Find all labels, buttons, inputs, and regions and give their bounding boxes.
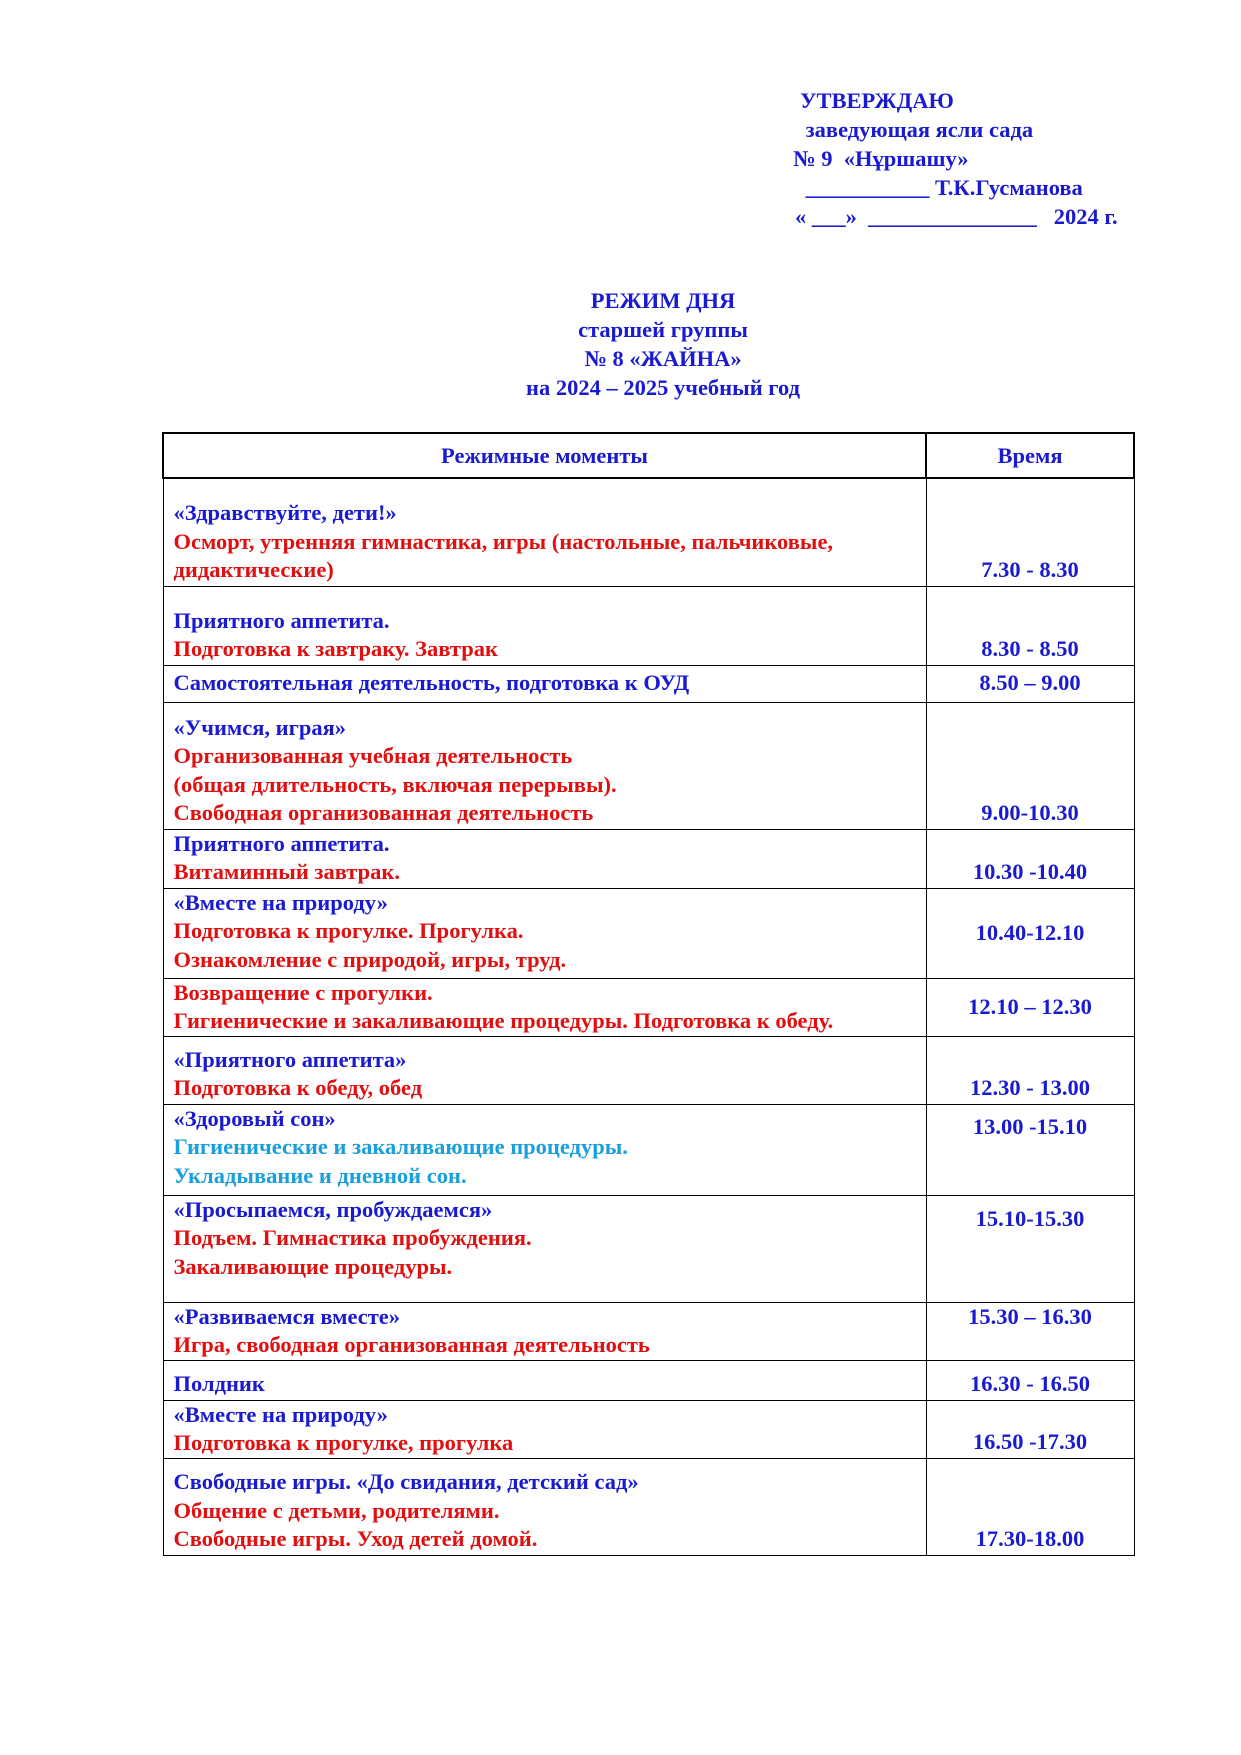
- activity-line: Свободные игры. Уход детей домой.: [173, 1526, 538, 1551]
- time-cell: 9.00-10.30: [926, 702, 1134, 829]
- activity-line: «Развиваемся вместе»: [173, 1303, 401, 1329]
- activity-cell: [163, 1400, 926, 1458]
- time-cell: 10.30 -10.40: [926, 829, 1134, 888]
- table-row: [163, 888, 1134, 978]
- activity-line: «Здравствуйте, дети!»: [173, 500, 397, 525]
- activity-line: (общая длительность, включая перерывы).: [173, 771, 617, 797]
- time-cell: 8.50 – 9.00: [926, 665, 1134, 702]
- activity-line: «Вместе на природу»: [173, 1401, 388, 1427]
- activity-line: Ознакомление с природой, игры, труд.: [173, 946, 567, 972]
- activity-line: Приятного аппетита.: [173, 607, 390, 633]
- activity-cell: [163, 978, 926, 1036]
- approval-position: заведующая ясли сада: [800, 117, 1034, 142]
- approval-heading: УТВЕРЖДАЮ: [800, 88, 954, 113]
- activity-line: Организованная учебная деятельность: [173, 743, 573, 768]
- time-cell: 12.30 - 13.00: [926, 1036, 1134, 1104]
- activity-cell: [163, 1195, 926, 1302]
- table-row: [163, 478, 1134, 586]
- activity-cell: [163, 888, 926, 978]
- activity-cell: [163, 702, 926, 829]
- activity-line: Гигиенические и закаливающие процедуры. Подготовка к обеду.: [173, 1008, 834, 1033]
- table-row: [163, 978, 1134, 1036]
- activity-line: Укладывание и дневной сон.: [173, 1162, 467, 1188]
- activity-line: дидактические): [173, 557, 334, 582]
- activity-line: Возвращение с прогулки.: [173, 979, 433, 1005]
- activity-line: Игра, свободная организованная деятельность: [173, 1332, 650, 1357]
- activity-line: Подъем. Гимнастика пробуждения.: [173, 1225, 532, 1250]
- schedule-table: [162, 432, 1135, 1556]
- activity-line: «Приятного аппетита»: [173, 1046, 407, 1072]
- activity-line: Витаминный завтрак.: [173, 859, 400, 884]
- table-row: [163, 665, 1134, 702]
- activity-line: Гигиенические и закаливающие процедуры.: [173, 1134, 628, 1159]
- activity-line: «Вместе на природу»: [173, 889, 388, 915]
- approval-block: [793, 86, 1118, 231]
- activity-line: Осморт, утренняя гимнастика, игры (настольные, пальчиковые,: [173, 528, 834, 554]
- table-row: [163, 1400, 1134, 1458]
- activity-cell: [163, 1360, 926, 1400]
- activity-line: «Просыпаемся, пробуждаемся»: [173, 1196, 493, 1222]
- time-cell: 10.40-12.10: [926, 888, 1134, 978]
- activity-line: Полдник: [173, 1371, 265, 1396]
- table-row: [163, 1302, 1134, 1360]
- activity-line: Самостоятельная деятельность, подготовка к ОУД: [173, 670, 690, 696]
- table-row: [163, 702, 1134, 829]
- time-cell: 12.10 – 12.30: [926, 978, 1134, 1036]
- activity-cell: [163, 665, 926, 702]
- time-cell: 16.30 - 16.50: [926, 1360, 1134, 1400]
- activity-cell: [163, 586, 926, 665]
- title-group: старшей группы: [578, 317, 748, 342]
- approval-institution: № 9 «Нұршашу»: [793, 146, 969, 171]
- activity-line: Приятного аппетита.: [173, 830, 390, 856]
- activity-line: Подготовка к обеду, обед: [173, 1075, 423, 1100]
- table-row: [163, 1458, 1134, 1555]
- table-header-row: [163, 433, 1134, 478]
- time-cell: 16.50 -17.30: [926, 1400, 1134, 1458]
- activity-line: Подготовка к прогулке, прогулка: [173, 1430, 514, 1455]
- activity-line: Общение с детьми, родителями.: [173, 1497, 500, 1523]
- activity-line: Подготовка к прогулке. Прогулка.: [173, 918, 524, 943]
- time-cell: 7.30 - 8.30: [926, 478, 1134, 586]
- time-cell: 15.10-15.30: [926, 1195, 1134, 1302]
- activity-cell: [163, 1302, 926, 1360]
- activity-line: «Здоровый сон»: [173, 1105, 336, 1131]
- activity-cell: [163, 829, 926, 888]
- activity-cell: [163, 478, 926, 586]
- header-activity: Режимные моменты: [163, 433, 926, 478]
- time-cell: 8.30 - 8.50: [926, 586, 1134, 665]
- time-cell: 17.30-18.00: [926, 1458, 1134, 1555]
- activity-line: Подготовка к завтраку. Завтрак: [173, 636, 498, 661]
- activity-line: Свободные игры. «До свидания, детский сад»: [173, 1469, 639, 1494]
- table-row: [163, 1036, 1134, 1104]
- document-title: [0, 286, 1241, 402]
- activity-cell: [163, 1104, 926, 1195]
- table-row: [163, 1195, 1134, 1302]
- activity-cell: [163, 1458, 926, 1555]
- activity-cell: [163, 1036, 926, 1104]
- header-time: Время: [926, 433, 1134, 478]
- activity-line: Закаливающие процедуры.: [173, 1253, 453, 1279]
- activity-line: Свободная организованная деятельность: [173, 800, 594, 825]
- approval-date: « ___» _______________ 2024 г.: [795, 204, 1118, 229]
- time-cell: 15.30 – 16.30: [926, 1302, 1134, 1360]
- table-row: [163, 586, 1134, 665]
- title-year: на 2024 – 2025 учебный год: [526, 375, 800, 400]
- title-group-number: № 8 «ЖАЙНА»: [584, 346, 742, 371]
- time-cell: 13.00 -15.10: [926, 1104, 1134, 1195]
- table-row: [163, 1360, 1134, 1400]
- table-row: [163, 829, 1134, 888]
- activity-line: «Учимся, играя»: [173, 714, 347, 740]
- approval-signature: ___________ Т.К.Гусманова: [800, 175, 1083, 200]
- table-row: [163, 1104, 1134, 1195]
- title-main: РЕЖИМ ДНЯ: [590, 288, 736, 313]
